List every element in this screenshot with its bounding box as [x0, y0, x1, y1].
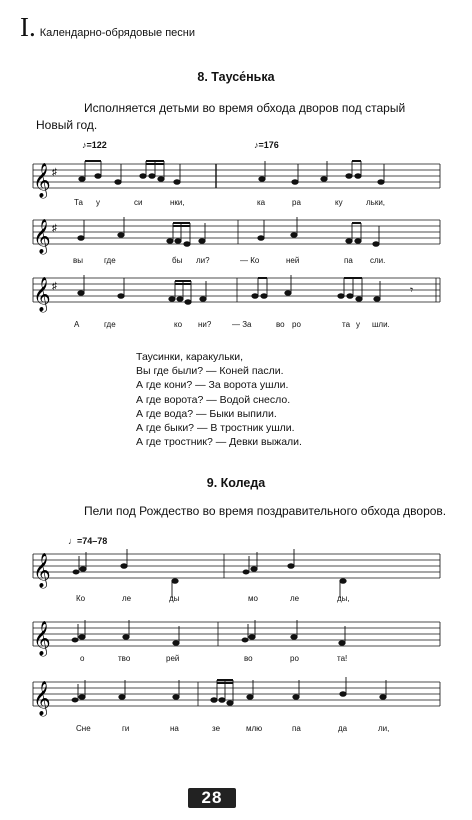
- verse-line: А где тростник? — Девки выжали.: [136, 436, 302, 449]
- lyric-syllable: ды,: [337, 594, 350, 603]
- lyric-syllable: сли.: [370, 256, 386, 265]
- page-number: 28: [188, 788, 236, 808]
- lyric-syllable: где: [104, 320, 116, 329]
- treble-clef-icon: 𝄞: [33, 277, 51, 312]
- verse-line: Вы где были? — Коней пасли.: [136, 365, 284, 378]
- section-title: Календарно-обрядовые песни: [39, 27, 196, 39]
- lyric-syllable: Та: [74, 198, 83, 207]
- lyric-syllable: та: [342, 320, 351, 329]
- lyric-syllable: па: [344, 256, 353, 265]
- lyric-syllable: млю: [246, 724, 263, 733]
- lyric-syllable: бы: [172, 256, 183, 265]
- lyric-syllable: ле: [290, 594, 300, 603]
- lyric-syllable: вы: [73, 256, 83, 265]
- song1-description-line1: Исполняется детьми во время обхода дворов под старый: [84, 101, 406, 115]
- verse-line: А где кони? — За ворота ушли.: [136, 379, 289, 392]
- lyric-syllable: ка: [257, 198, 266, 207]
- lyric-syllable: ле: [122, 594, 132, 603]
- lyric-syllable: ги: [122, 724, 130, 733]
- treble-clef-icon: 𝄞: [33, 681, 51, 716]
- treble-clef-icon: 𝄞: [33, 553, 51, 588]
- treble-clef-icon: 𝄞: [33, 163, 51, 198]
- lyric-syllable: та!: [337, 654, 348, 663]
- tempo-marking: ♩=74–78: [68, 536, 108, 546]
- lyric-syllable: ко: [174, 320, 183, 329]
- music-staff: [0, 156, 472, 216]
- eighth-note-icon: ♪: [82, 140, 87, 150]
- section-number: I.: [20, 12, 36, 42]
- lyric-syllable: ней: [286, 256, 300, 265]
- lyric-syllable: ли?: [196, 256, 210, 265]
- rest-icon: 𝄾: [410, 283, 414, 297]
- verse-line: А где быки? — В тростник ушли.: [136, 422, 295, 435]
- music-staff: [0, 544, 472, 604]
- verse-line: А где ворота? — Водой снесло.: [136, 393, 291, 406]
- lyric-syllable: А: [74, 320, 80, 329]
- tempo-marking: ♪=176: [254, 140, 279, 150]
- song-title-tausenka: 8. Таусе́нька: [197, 70, 275, 84]
- lyric-syllable: Сне: [76, 724, 91, 733]
- verse-line: Таусинки, каракульки,: [136, 351, 244, 363]
- treble-clef-icon: 𝄞: [33, 219, 51, 254]
- sharp-icon: ♯: [52, 167, 57, 178]
- verse-text: [136, 350, 302, 449]
- lyric-syllable: о: [80, 654, 85, 663]
- quarter-note-icon: ♩: [68, 536, 77, 546]
- lyric-syllable: ра: [292, 198, 301, 207]
- lyric-syllable: ни?: [198, 320, 212, 329]
- song1-description-line2: Новый год.: [36, 118, 98, 132]
- lyric-syllable: ро: [290, 654, 299, 663]
- music-staff: [0, 672, 472, 732]
- lyric-syllable: ли,: [378, 724, 390, 733]
- song-title-koleda: 9. Коледа: [206, 476, 266, 490]
- lyric-syllable: да: [338, 724, 348, 733]
- lyric-syllable: — Ко: [240, 256, 260, 265]
- treble-clef-icon: 𝄞: [33, 621, 51, 656]
- music-staff: [0, 212, 472, 272]
- running-header: [20, 14, 195, 41]
- lyric-syllable: — За: [232, 320, 252, 329]
- lyric-syllable: ды: [169, 594, 180, 603]
- lyric-syllable: где: [104, 256, 116, 265]
- lyric-syllable: во: [276, 320, 285, 329]
- eighth-note-icon: ♪: [254, 140, 259, 150]
- lyric-syllable: тво: [118, 654, 131, 663]
- verse-line: А где вода? — Быки выпили.: [136, 407, 277, 420]
- lyric-syllable: шли.: [372, 320, 390, 329]
- lyric-syllable: ку: [335, 198, 343, 207]
- lyric-syllable: во: [244, 654, 253, 663]
- lyric-syllable: у: [96, 198, 100, 207]
- music-staff: [0, 612, 472, 672]
- lyric-syllable: мо: [248, 594, 258, 603]
- lyric-syllable: льки,: [366, 198, 386, 207]
- lyric-syllable: у: [356, 320, 360, 329]
- lyric-syllable: зе: [212, 724, 221, 733]
- lyric-syllable: на: [170, 724, 179, 733]
- song2-description: Пели под Рождество во время поздравительного обхода дворов.: [84, 504, 447, 518]
- sharp-icon: ♯: [52, 223, 57, 234]
- lyric-syllable: си: [134, 198, 143, 207]
- lyric-syllable: па: [292, 724, 301, 733]
- lyric-syllable: нки,: [170, 198, 185, 207]
- lyric-syllable: ро: [292, 320, 301, 329]
- sharp-icon: ♯: [52, 281, 57, 292]
- lyric-syllable: Ко: [76, 594, 86, 603]
- tempo-marking: ♪=122: [82, 140, 107, 150]
- lyric-syllable: рей: [166, 654, 180, 663]
